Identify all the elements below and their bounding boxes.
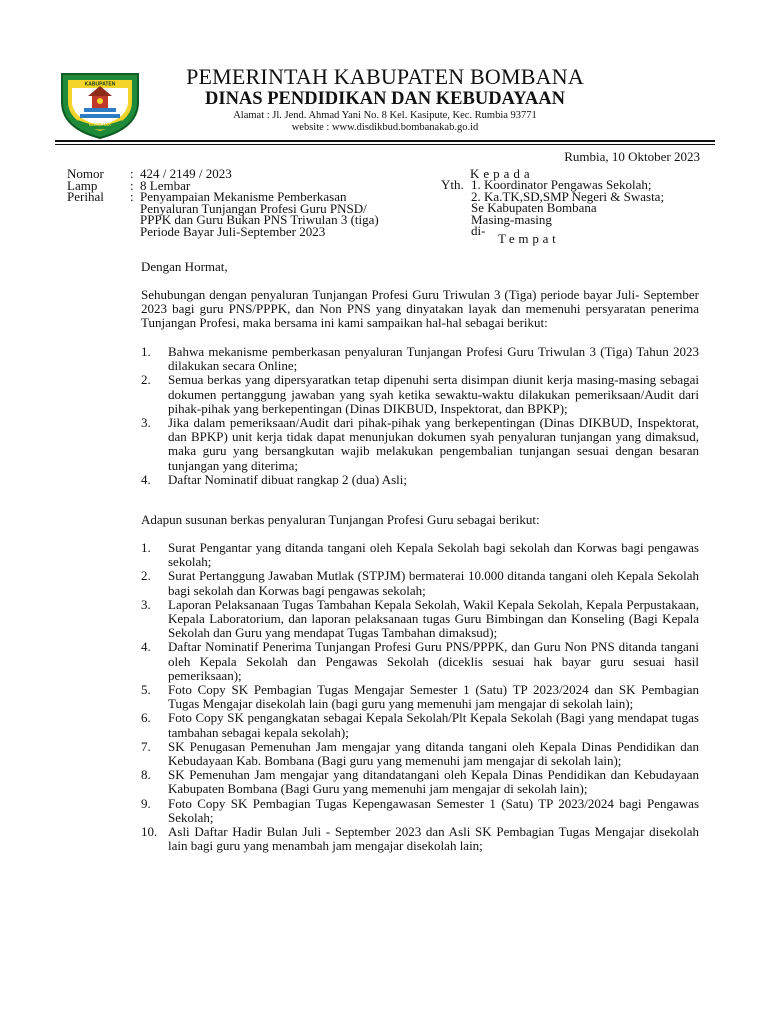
list-item xyxy=(141,416,699,473)
list-item xyxy=(141,569,699,597)
list-item xyxy=(141,711,699,739)
recipient-line: di- xyxy=(471,223,486,238)
nomor-value: 424 / 2149 / 2023 xyxy=(140,166,232,181)
spacer xyxy=(441,225,471,237)
recipient-block xyxy=(441,179,664,237)
list-text: Asli Daftar Hadir Bulan Juli - September 2023 dan Asli SK Pembagian Tugas Mengajar disekolah lain bagi guru yang menambah jam mengajar disekolah lain; xyxy=(168,824,699,854)
list-text: SK Pemenuhan Jam mengajar yang ditandatangani oleh Kepala Dinas Pendidikan dan Kebudayaan Kabupaten Bombana (Bagi Guru yang memenuhi jam mengajar di sekolah lain); xyxy=(168,767,699,797)
list-number: 2. xyxy=(141,372,151,388)
list-item xyxy=(141,640,699,683)
list-number: 1. xyxy=(141,540,151,555)
letterhead-divider-thick xyxy=(55,140,715,142)
list-text: Daftar Nominatif Penerima Tunjangan Profesi Guru PNS/PPPK, dan Guru Non PNS ditanda tangani oleh Kepala Sekolah dan Pengawas Sekolah (diceklis sesuai hak bayar guru sesuai hasil pemeriksaan); xyxy=(168,639,699,683)
list-number: 8. xyxy=(141,767,151,783)
intro-paragraph: Sehubungan dengan penyaluran Tunjangan Profesi Guru Triwulan 3 (Tiga) periode bayar Juli- September 2023 bagi guru PNS/PPPK, dan Non PNS yang dinyatakan layak dan memenuhi persyaratan penerima Tunjangan Profesi, maka bersama ini kami sampaikan hal-hal sebagai berikut: xyxy=(141,287,699,331)
perihal-line: Penyampaian Mekanisme Pemberkasan xyxy=(140,189,347,204)
list-item xyxy=(141,541,699,569)
letterhead-address: Alamat : Jl. Jend. Ahmad Yani No. 8 Kel. Kasipute, Kec. Rumbia 93771 xyxy=(233,110,537,121)
list-text: Semua berkas yang dipersyaratkan tetap dipenuhi serta disimpan diunit kerja masing-masing sebagai dokumen pertanggung jawaban yang syah ketika sewaktu-waktu dilakukan pemeriksaan/Audit dari pihak-pihak yang berkepentingan (Dinas DIKBUD, Inspektorat, dan BPKP); xyxy=(168,372,699,416)
letter-date: Rumbia, 10 Oktober 2023 xyxy=(564,149,700,164)
letter-meta xyxy=(67,168,379,237)
list-item xyxy=(141,473,699,487)
spacer xyxy=(441,202,471,214)
list-number: 5. xyxy=(141,682,151,698)
perihal-row xyxy=(67,191,379,237)
list-text: Surat Pertanggung Jawaban Mutlak (STPJM) bermaterai 10.000 ditanda tangani oleh Kepala Sekolah bagi sekolah dan Korwas bagi pengawas sekolah; xyxy=(168,568,699,598)
list-number: 10. xyxy=(141,824,158,840)
list-number: 6. xyxy=(141,710,151,726)
list-text: Foto Copy SK pengangkatan sebagai Kepala Sekolah/Plt Kepala Sekolah (Bagi yang mendapat tugas tambahan sebagai kepala sekolah); xyxy=(168,710,699,740)
list-text: Daftar Nominatif dibuat rangkap 2 (dua) Asli; xyxy=(168,471,407,487)
list-number: 3. xyxy=(141,596,151,612)
list-number: 4. xyxy=(141,639,151,655)
yth-label: Yth. xyxy=(441,177,464,192)
list-number: 9. xyxy=(141,795,151,811)
recipient-line: 1. Koordinator Pengawas Sekolah; xyxy=(471,177,652,192)
bombana-regency-logo xyxy=(58,68,142,140)
list-item xyxy=(141,740,699,768)
list-number: 4. xyxy=(141,471,151,487)
list-text: Bahwa mekanisme pemberkasan penyaluran Tunjangan Profesi Guru Triwulan 3 (Tiga) Tahun 2023 dilakukan secara Online; xyxy=(168,344,699,374)
recipient-line: Se Kabupaten Bombana xyxy=(471,200,597,215)
greeting: Dengan Hormat, xyxy=(141,259,228,274)
letterhead-agency: DINAS PENDIDIKAN DAN KEBUDAYAAN xyxy=(205,89,565,109)
letterhead-government: PEMERINTAH KABUPATEN BOMBANA xyxy=(186,64,584,89)
letterhead-divider-thin xyxy=(55,144,715,145)
list-text: Foto Copy SK Pembagian Tugas Mengajar Semester 1 (Satu) TP 2023/2024 dan SK Pembagian Tugas Mengajar disekolah lain (bagi guru yang memenuhi jam mengajar di sekolah lain); xyxy=(168,682,699,712)
list-text: SK Penugasan Pemenuhan Jam mengajar yang ditanda tangani oleh Kepala Dinas Pendidikan dan Kebudayaan Kab. Bombana (Bagi guru yang memenuhi jam mengajar di sekolah lain); xyxy=(168,738,699,769)
nomor-label: Nomor xyxy=(67,166,104,181)
list-number: 3. xyxy=(141,415,151,431)
letterhead-website: website : www.disdikbud.bombanakab.go.id xyxy=(291,122,479,133)
points-list xyxy=(141,345,699,487)
perihal-label: Perihal xyxy=(67,189,104,204)
tempat-label: Tempat xyxy=(498,231,560,246)
documents-list xyxy=(141,541,699,853)
list-number: 1. xyxy=(141,344,151,359)
nomor-row xyxy=(67,168,379,180)
list-item xyxy=(141,373,699,416)
lamp-label: Lamp xyxy=(67,177,98,193)
list-text: Laporan Pelaksanaan Tugas Tambahan Kepala Sekolah, Wakil Kepala Sekolah, Kepala Perpustakaan, Kepala Laboratorium, dan laporan pelaksanaan tugas Guru Bimbingan dan Konseling (Bagi Kepala Sekolah dan Guru yang mendapat Tugas Tambahan dimaksud); xyxy=(168,596,699,641)
colon: : xyxy=(130,177,134,193)
list-number: 2. xyxy=(141,568,151,584)
list-text: Foto Copy SK Pembagian Tugas Kepengawasan Semester 1 (Satu) TP 2023/2024 bagi Pengawas Sekolah; xyxy=(168,795,699,825)
logo-text-bottom: BOMBANA xyxy=(89,122,111,127)
list-item xyxy=(141,345,699,373)
perihal-line: PPPK dan Guru Bukan PNS Triwulan 3 (tiga) xyxy=(140,212,379,227)
perihal-line: Penyaluran Tunjangan Profesi Guru PNSD/ xyxy=(140,200,367,216)
logo-text-top: KABUPATEN xyxy=(84,81,116,88)
list-item xyxy=(141,683,699,711)
perihal-value xyxy=(140,191,379,237)
list-text: Surat Pengantar yang ditanda tangani oleh Kepala Sekolah bagi sekolah dan Korwas bagi pengawas sekolah; xyxy=(168,540,699,570)
list-item xyxy=(141,797,699,825)
list-number: 7. xyxy=(141,738,151,754)
kepada-label: Kepada xyxy=(470,166,534,181)
colon: : xyxy=(130,166,134,181)
documents-intro: Adapun susunan berkas penyaluran Tunjangan Profesi Guru sebagai berikut: xyxy=(141,512,540,527)
recipient-line: Masing-masing xyxy=(471,211,552,227)
colon: : xyxy=(130,189,134,204)
list-item xyxy=(141,598,699,641)
list-item xyxy=(141,768,699,796)
list-item xyxy=(141,825,699,853)
recipient-line: 2. Ka.TK,SD,SMP Negeri & Swasta; xyxy=(471,188,665,204)
spacer xyxy=(441,191,471,203)
perihal-line: Periode Bayar Juli-September 2023 xyxy=(140,223,326,239)
list-text: Jika dalam pemeriksaan/Audit dari pihak-pihak yang berkepentingan (Dinas DIKBUD, Inspektorat, dan BPKP) unit kerja tidak dapat menunjukan dokumen syah penyaluran tunjangan yang dimaksud, maka guru yang bersangkutan wajib melakukan pengembalian tunjangan sesuai dengan besaran tunjangan yang diterima; xyxy=(168,415,699,473)
spacer xyxy=(441,214,471,226)
lamp-value: 8 Lembar xyxy=(140,177,191,193)
